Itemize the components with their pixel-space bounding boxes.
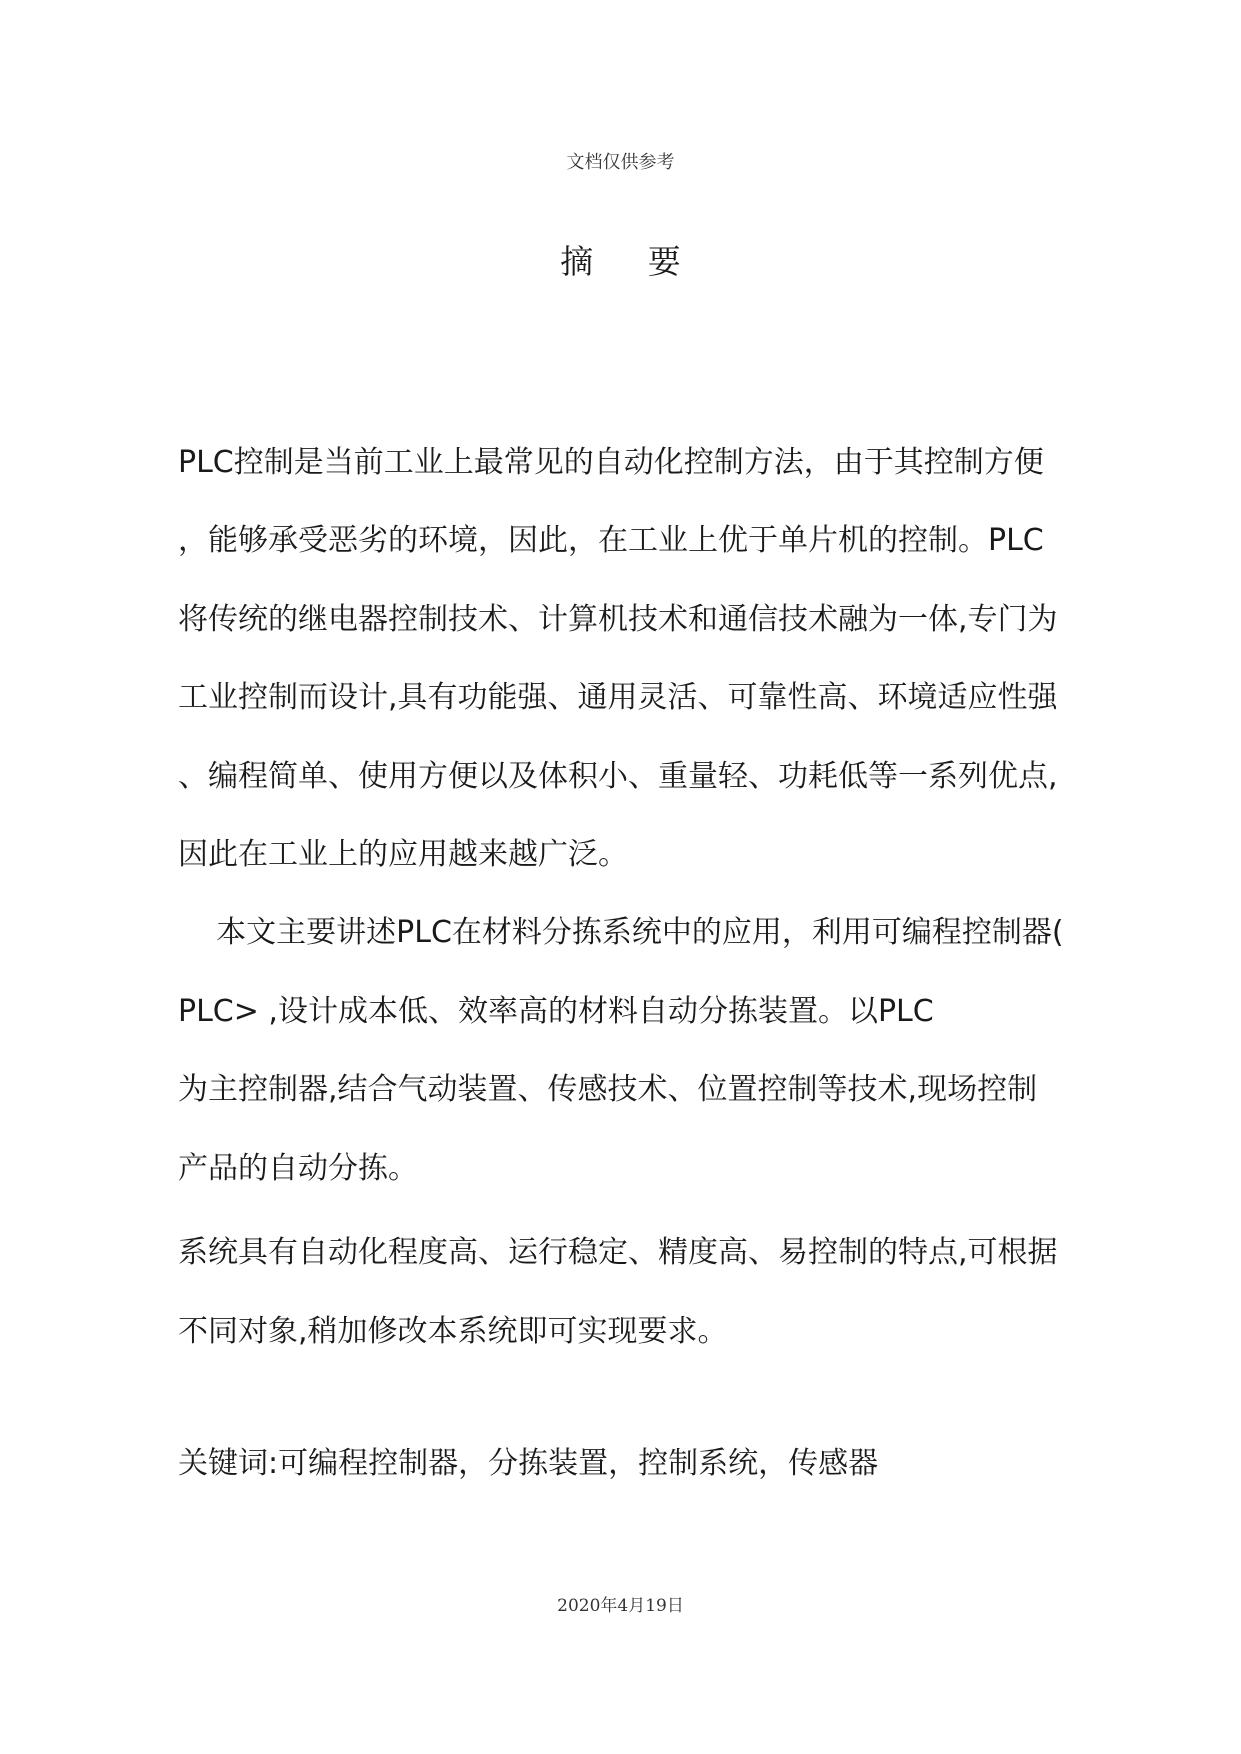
abstract-line-10: 产品的自动分拣。 — [178, 1151, 418, 1186]
abstract-line-11: 系统具有自动化程度高、运行稳定、精度高、易控制的特点,可根据 — [178, 1235, 1058, 1270]
abstract-line-1: PLC控制是当前工业上最常见的自动化控制方法，由于其控制方便 — [178, 445, 1044, 480]
page-title: 摘 要 — [560, 242, 703, 281]
abstract-line-7: 本文主要讲述PLC在材料分拣系统中的应用，利用可编程控制器( — [178, 915, 1064, 950]
abstract-line-12: 不同对象,稍加修改本系统即可实现要求。 — [178, 1314, 728, 1349]
abstract-line-2: ，能够承受恶劣的环境，因此，在工业上优于单片机的控制。PLC — [178, 523, 1044, 558]
abstract-line-8: PLC> ,设计成本低、效率高的材料自动分拣装置。以PLC — [178, 994, 934, 1029]
abstract-line-5: 、编程简单、使用方便以及体积小、重量轻、功耗低等一系列优点, — [178, 759, 1058, 794]
keywords-line: 关键词:可编程控制器，分拣装置，控制系统，传感器 — [178, 1446, 879, 1481]
abstract-line-9: 为主控制器,结合气动装置、传感技术、位置控制等技术,现场控制 — [178, 1072, 1038, 1107]
abstract-line-6: 因此在工业上的应用越来越广泛。 — [178, 837, 628, 872]
abstract-line-4: 工业控制而设计,具有功能强、通用灵活、可靠性高、环境适应性强 — [178, 680, 1058, 715]
abstract-line-3: 将传统的继电器控制技术、计算机技术和通信技术融为一体,专门为 — [178, 602, 1058, 637]
page-footer-date: 2020年4月19日 — [557, 1596, 684, 1616]
page-header: 文档仅供参考 — [566, 152, 675, 173]
